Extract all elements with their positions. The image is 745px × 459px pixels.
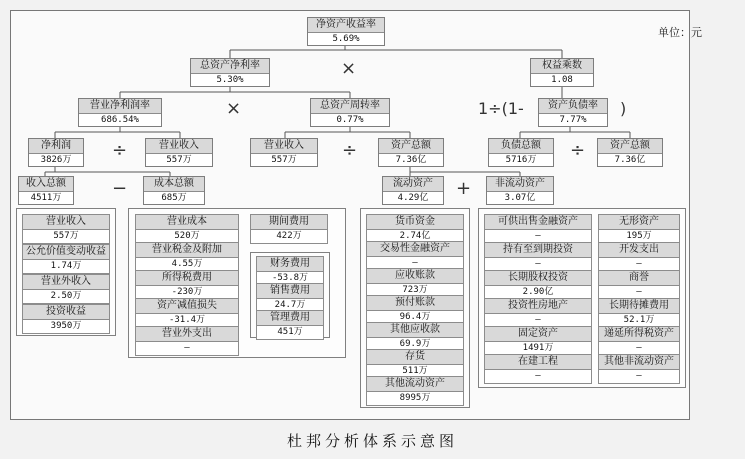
item-label: 其他流动资产: [366, 376, 464, 392]
node-noncurrent-assets: [486, 176, 554, 205]
node-label: 营业净利润率: [79, 99, 161, 114]
item-label: 交易性金融资产: [366, 241, 464, 257]
item-value: 451万: [256, 326, 324, 340]
item-value: —: [484, 314, 592, 328]
item-label: 固定资产: [484, 326, 592, 342]
times-operator: ×: [341, 58, 357, 79]
node-value: 5.69%: [332, 34, 360, 44]
node-value: 7.77%: [559, 115, 587, 125]
item-value: —: [598, 342, 680, 356]
item-label: 公允价值变动收益: [22, 244, 110, 260]
item-label: 预付账款: [366, 295, 464, 311]
node-label: 非流动资产: [487, 177, 553, 192]
item-value: —: [484, 230, 592, 244]
item-label: 长期股权投资: [484, 270, 592, 286]
node-value: 3.07亿: [504, 193, 536, 203]
node-total-cost: [143, 176, 205, 205]
item-label: 投资性房地产: [484, 298, 592, 314]
item-value: —: [484, 370, 592, 384]
item-value: -230万: [135, 286, 239, 300]
noncurrent-asset-item: [484, 326, 592, 356]
item-value: 557万: [22, 230, 110, 244]
item-label: 无形资产: [598, 214, 680, 230]
item-label: 在建工程: [484, 354, 592, 370]
times-operator: ×: [226, 98, 242, 119]
item-label: 销售费用: [256, 283, 324, 299]
node-label: 营业收入: [251, 139, 317, 154]
item-label: 持有至到期投资: [484, 242, 592, 258]
noncurrent-asset-item: [598, 242, 680, 272]
node-asset-turnover: [310, 98, 390, 127]
node-value: 5716万: [505, 155, 537, 165]
income-item: [22, 274, 110, 304]
item-label: 货币资金: [366, 214, 464, 230]
node-label: 权益乘数: [531, 59, 593, 74]
node-label: 总资产周转率: [311, 99, 389, 114]
item-value: 24.7万: [256, 299, 324, 313]
cost-item: [135, 270, 239, 300]
current-asset-item: [366, 241, 464, 271]
node-value: 7.36亿: [614, 155, 646, 165]
item-value: 1.74万: [22, 260, 110, 274]
item-value: 96.4万: [366, 311, 464, 325]
item-value: -31.4万: [135, 314, 239, 328]
item-value: 2.74亿: [366, 230, 464, 244]
node-label: 收入总额: [19, 177, 73, 192]
node-net-profit: [28, 138, 84, 167]
node-roa: [190, 58, 270, 87]
node-value: 685万: [161, 193, 187, 203]
expense-item: [256, 310, 324, 340]
node-label: 成本总额: [144, 177, 204, 192]
item-label: 营业税金及附加: [135, 242, 239, 258]
item-label: 应收账款: [366, 268, 464, 284]
item-value: —: [598, 370, 680, 384]
item-label: 存货: [366, 349, 464, 365]
item-label: 长期待摊费用: [598, 298, 680, 314]
item-value: 520万: [135, 230, 239, 244]
item-label: 可供出售金融资产: [484, 214, 592, 230]
node-label: 资产负债率: [539, 99, 607, 114]
item-label: 营业收入: [22, 214, 110, 230]
noncurrent-asset-item: [598, 354, 680, 384]
node-value: 557万: [271, 155, 297, 165]
item-label: 商誉: [598, 270, 680, 286]
noncurrent-asset-item: [484, 270, 592, 300]
item-label: 其他非流动资产: [598, 354, 680, 370]
item-value: -53.8万: [256, 272, 324, 286]
cost-item: [135, 298, 239, 328]
item-value: 195万: [598, 230, 680, 244]
plus-operator: +: [456, 178, 472, 199]
item-value: 1491万: [484, 342, 592, 356]
item-label: 开发支出: [598, 242, 680, 258]
divide-operator: ÷: [570, 140, 586, 161]
item-label: 其他应收款: [366, 322, 464, 338]
item-label: 期间费用: [250, 214, 328, 230]
noncurrent-asset-item: [598, 214, 680, 244]
noncurrent-asset-item: [598, 270, 680, 300]
node-debt-ratio: [538, 98, 608, 127]
income-item: [22, 214, 110, 244]
cost-item: [135, 326, 239, 356]
node-total-income: [18, 176, 74, 205]
item-value: 422万: [250, 230, 328, 244]
cost-item: [135, 242, 239, 272]
divide-operator: ÷: [112, 140, 128, 161]
node-value: 7.36亿: [395, 155, 427, 165]
noncurrent-asset-item: [484, 354, 592, 384]
node-label: 负债总额: [489, 139, 553, 154]
expense-item: [256, 256, 324, 286]
diagram-caption: 杜邦分析体系示意图: [286, 432, 458, 450]
noncurrent-asset-item: [484, 214, 592, 244]
current-asset-item: [366, 376, 464, 406]
item-label: 投资收益: [22, 304, 110, 320]
noncurrent-asset-item: [484, 242, 592, 272]
income-item: [22, 244, 110, 274]
item-label: 递延所得税资产: [598, 326, 680, 342]
item-value: 3950万: [22, 320, 110, 334]
item-value: 2.90亿: [484, 286, 592, 300]
item-value: —: [366, 257, 464, 271]
expense-item: [256, 283, 324, 313]
reciprocal-close-operator: ): [620, 99, 627, 118]
node-value: 1.08: [551, 75, 573, 85]
item-value: 8995万: [366, 392, 464, 406]
node-label: 净利润: [29, 139, 83, 154]
income-item: [22, 304, 110, 334]
minus-operator: −: [112, 178, 128, 199]
item-value: —: [484, 258, 592, 272]
node-total-assets-b: [597, 138, 663, 167]
node-total-assets-a: [378, 138, 444, 167]
node-label: 流动资产: [383, 177, 443, 192]
node-label: 资产总额: [598, 139, 662, 154]
item-label: 财务费用: [256, 256, 324, 272]
item-label: 营业成本: [135, 214, 239, 230]
item-value: —: [598, 286, 680, 300]
current-asset-item: [366, 268, 464, 298]
item-value: —: [598, 258, 680, 272]
item-label: 所得税费用: [135, 270, 239, 286]
node-label: 总资产净利率: [191, 59, 269, 74]
node-total-liabilities: [488, 138, 554, 167]
item-value: 723万: [366, 284, 464, 298]
noncurrent-asset-item: [484, 298, 592, 328]
current-asset-item: [366, 214, 464, 244]
item-value: 2.50万: [22, 290, 110, 304]
noncurrent-asset-item: [598, 298, 680, 328]
node-roe: [307, 17, 385, 46]
current-asset-item: [366, 322, 464, 352]
item-label: 资产减值损失: [135, 298, 239, 314]
node-value: 686.54%: [101, 115, 139, 125]
item-label: 管理费用: [256, 310, 324, 326]
divide-operator: ÷: [342, 140, 358, 161]
item-label: 营业外支出: [135, 326, 239, 342]
node-revenue-a: [145, 138, 213, 167]
node-label: 营业收入: [146, 139, 212, 154]
node-current-assets: [382, 176, 444, 205]
noncurrent-asset-item: [598, 326, 680, 356]
item-value: 4.55万: [135, 258, 239, 272]
node-value: 4.29亿: [397, 193, 429, 203]
node-value: 0.77%: [336, 115, 364, 125]
cost-item: [135, 214, 239, 244]
node-value: 557万: [166, 155, 192, 165]
node-equity-multiplier: [530, 58, 594, 87]
reciprocal-open-operator: 1÷(1-: [478, 99, 524, 118]
current-asset-item: [366, 349, 464, 379]
node-revenue-b: [250, 138, 318, 167]
item-value: —: [135, 342, 239, 356]
node-value: 4511万: [30, 193, 62, 203]
node-value: 3826万: [40, 155, 72, 165]
current-asset-item: [366, 295, 464, 325]
node-label: 资产总额: [379, 139, 443, 154]
node-label: 净资产收益率: [308, 18, 384, 33]
item-value: 69.9万: [366, 338, 464, 352]
period-expense-item: [250, 214, 328, 244]
unit-label: 单位：元: [658, 26, 702, 39]
item-value: 52.1万: [598, 314, 680, 328]
node-net-margin: [78, 98, 162, 127]
item-value: 511万: [366, 365, 464, 379]
node-value: 5.30%: [216, 75, 244, 85]
item-label: 营业外收入: [22, 274, 110, 290]
